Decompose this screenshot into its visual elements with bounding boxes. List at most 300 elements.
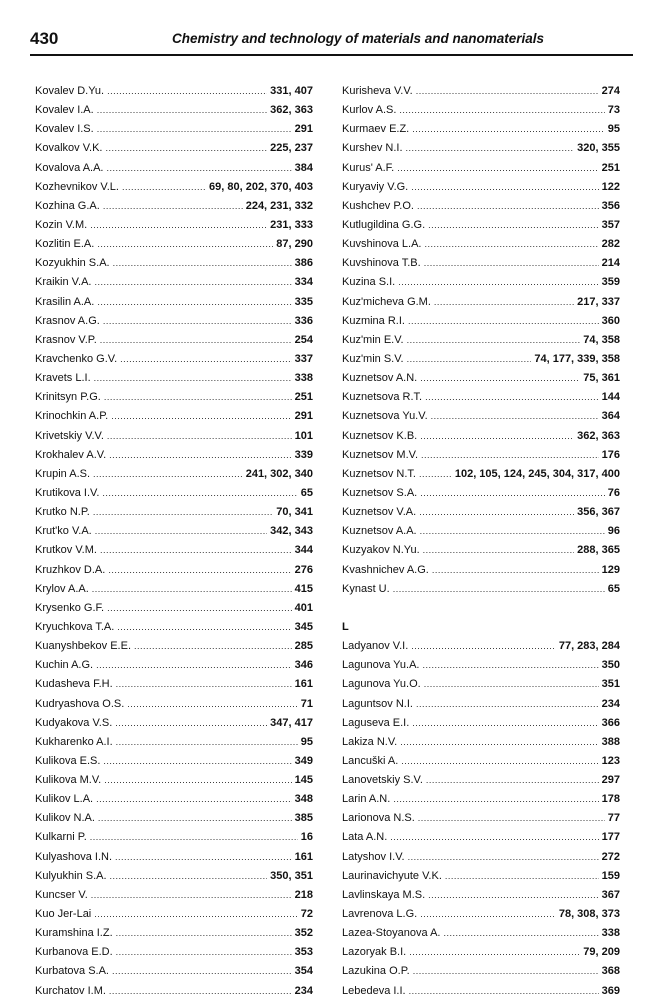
author-name: Krysenko G.F. bbox=[35, 601, 105, 614]
dot-leader bbox=[90, 828, 298, 847]
author-name: Kozhevnikov V.L. bbox=[35, 180, 119, 193]
page-references: 79, 209 bbox=[583, 946, 620, 959]
page-references: 102, 105, 124, 245, 304, 317, 400 bbox=[454, 467, 620, 480]
page-references: 364 bbox=[601, 410, 620, 423]
dot-leader bbox=[109, 982, 292, 1001]
dot-leader bbox=[420, 905, 556, 924]
dot-leader bbox=[406, 139, 575, 158]
index-entry bbox=[342, 675, 620, 694]
section-heading-l: L bbox=[342, 620, 349, 633]
index-entry bbox=[35, 771, 313, 790]
index-entry bbox=[35, 886, 313, 905]
dot-leader bbox=[100, 541, 292, 560]
dot-leader bbox=[424, 675, 599, 694]
index-entry bbox=[35, 369, 313, 388]
author-name: Kuz'min S.V. bbox=[342, 352, 404, 365]
author-name: Kovalev I.A. bbox=[35, 104, 94, 117]
index-entry bbox=[342, 733, 620, 752]
dot-leader bbox=[97, 293, 291, 312]
index-entry bbox=[342, 446, 620, 465]
dot-leader bbox=[102, 484, 297, 503]
page-references: 401 bbox=[294, 601, 313, 614]
page-references: 274 bbox=[601, 85, 620, 97]
author-name: Lebedeva I.I. bbox=[342, 984, 406, 997]
page-references: 77 bbox=[607, 812, 620, 825]
dot-leader bbox=[412, 120, 605, 139]
dot-leader bbox=[116, 675, 292, 694]
author-name: Kraikin V.A. bbox=[35, 276, 92, 289]
dot-leader bbox=[109, 446, 292, 465]
page-references: 16 bbox=[300, 831, 313, 844]
author-name: Kruzhkov D.A. bbox=[35, 563, 106, 576]
page-references: 369 bbox=[601, 984, 620, 997]
index-entry bbox=[342, 369, 620, 388]
dot-leader bbox=[399, 101, 604, 120]
author-name: Kuzyakov N.Yu. bbox=[342, 544, 420, 557]
dot-leader bbox=[112, 962, 292, 981]
index-entry bbox=[35, 178, 313, 197]
page-references: 362, 363 bbox=[577, 429, 620, 442]
author-name: Larionova N.S. bbox=[342, 812, 415, 825]
dot-leader bbox=[111, 407, 291, 426]
page-references: 366 bbox=[601, 716, 620, 729]
dot-leader bbox=[94, 369, 292, 388]
page-references: 291 bbox=[294, 123, 313, 136]
author-name: Kravchenko G.V. bbox=[35, 352, 118, 365]
author-name: Krupin A.S. bbox=[35, 467, 91, 480]
page-references: 362, 363 bbox=[270, 104, 313, 117]
page-references: 344 bbox=[294, 544, 313, 557]
index-entry bbox=[35, 82, 313, 101]
dot-leader bbox=[95, 522, 267, 541]
index-entry bbox=[35, 752, 313, 771]
index-entry bbox=[342, 886, 620, 905]
author-name: Kudyakova V.S. bbox=[35, 716, 113, 729]
index-entry bbox=[35, 503, 313, 522]
author-name: Kuvshinova T.B. bbox=[342, 257, 421, 270]
index-entry bbox=[35, 561, 313, 580]
page-references: 78, 308, 373 bbox=[558, 908, 620, 921]
page-references: 288, 365 bbox=[577, 544, 620, 557]
page-references: 77, 283, 284 bbox=[558, 640, 620, 653]
index-entry bbox=[342, 962, 620, 981]
index-entry bbox=[35, 905, 313, 924]
author-name: Kovalev I.S. bbox=[35, 123, 94, 136]
author-name: Kuznetsov S.A. bbox=[342, 486, 418, 499]
page-references: 357 bbox=[601, 218, 620, 231]
index-entry bbox=[35, 388, 313, 407]
author-name: Kukharenko A.I. bbox=[35, 735, 113, 748]
dot-leader bbox=[407, 350, 532, 369]
author-name: Kuznetsov N.T. bbox=[342, 467, 416, 480]
dot-leader bbox=[428, 886, 598, 905]
page-references: 335 bbox=[294, 295, 313, 308]
author-name: Kuanyshbekov E.E. bbox=[35, 640, 132, 653]
author-name: Kynast U. bbox=[342, 582, 390, 595]
dot-leader bbox=[411, 178, 598, 197]
author-name: Lancuški A. bbox=[342, 754, 399, 767]
dot-leader bbox=[93, 503, 273, 522]
index-entry bbox=[342, 235, 620, 254]
author-name: Kvashnichev A.G. bbox=[342, 563, 429, 576]
dot-leader bbox=[424, 254, 599, 273]
page-references: 144 bbox=[601, 391, 620, 404]
dot-leader bbox=[434, 293, 574, 312]
page-references: 334 bbox=[294, 276, 313, 289]
index-entry bbox=[35, 580, 313, 599]
index-entry bbox=[35, 656, 313, 675]
page-references: 74, 358 bbox=[583, 333, 620, 346]
page-references: 217, 337 bbox=[577, 295, 620, 308]
index-entry bbox=[35, 484, 313, 503]
dot-leader bbox=[428, 216, 598, 235]
author-name: Kulikova E.S. bbox=[35, 754, 101, 767]
author-name: Kudasheva F.H. bbox=[35, 678, 113, 691]
dot-leader bbox=[397, 159, 598, 178]
page-header bbox=[30, 28, 633, 56]
index-entry bbox=[35, 273, 313, 292]
page-references: 101 bbox=[294, 429, 313, 442]
page-references: 351 bbox=[601, 678, 620, 691]
author-name: Kulikov N.A. bbox=[35, 812, 95, 825]
page-number: 430 bbox=[30, 29, 59, 48]
page-references: 415 bbox=[294, 582, 313, 595]
index-entry bbox=[35, 101, 313, 120]
author-name: Kudryashova O.S. bbox=[35, 697, 125, 710]
dot-leader bbox=[97, 120, 292, 139]
author-name: Kurshev N.I. bbox=[342, 142, 403, 155]
index-entry bbox=[342, 656, 620, 675]
dot-leader bbox=[412, 714, 598, 733]
dot-leader bbox=[418, 809, 605, 828]
author-name: Latyshov I.V. bbox=[342, 850, 405, 863]
index-entry bbox=[342, 637, 620, 656]
page-references: 178 bbox=[601, 793, 620, 806]
page-references: 218 bbox=[294, 888, 313, 901]
dot-leader bbox=[107, 427, 292, 446]
author-name: Kuznetsova R.T. bbox=[342, 391, 423, 404]
author-name: Krivetskiy V.V. bbox=[35, 429, 104, 442]
index-entry bbox=[35, 924, 313, 943]
dot-leader bbox=[107, 159, 292, 178]
index-entry bbox=[35, 139, 313, 158]
dot-leader bbox=[443, 924, 598, 943]
page-references: 276 bbox=[294, 563, 313, 576]
dot-leader bbox=[408, 312, 599, 331]
author-name: Kuznetsov M.V. bbox=[342, 448, 419, 461]
author-name: Kulikova M.V. bbox=[35, 774, 102, 787]
page-references: 331, 407 bbox=[270, 85, 313, 97]
dot-leader bbox=[398, 273, 598, 292]
author-name: Ladyanov V.I. bbox=[342, 640, 409, 653]
dot-leader bbox=[107, 82, 267, 101]
dot-leader bbox=[116, 924, 292, 943]
author-name: Kulyukhin S.A. bbox=[35, 869, 107, 882]
author-name: Kuramshina I.Z. bbox=[35, 927, 113, 940]
dot-leader bbox=[416, 695, 599, 714]
index-entry bbox=[342, 867, 620, 886]
author-name: Kurlov A.S. bbox=[342, 104, 397, 117]
page-references: 251 bbox=[601, 161, 620, 174]
dot-leader bbox=[445, 867, 599, 886]
page-references: 388 bbox=[601, 735, 620, 748]
index-entry bbox=[342, 254, 620, 273]
page-references: 65 bbox=[607, 582, 620, 595]
author-name: Kryuchkova T.A. bbox=[35, 620, 115, 633]
index-entry bbox=[35, 599, 313, 618]
page-references: 71 bbox=[300, 697, 313, 710]
dot-leader bbox=[110, 867, 268, 886]
dot-leader bbox=[104, 388, 292, 407]
page-references: 234 bbox=[601, 697, 620, 710]
dot-leader bbox=[115, 848, 292, 867]
page-references: 74, 177, 339, 358 bbox=[534, 352, 620, 365]
page-references: 96 bbox=[607, 525, 620, 538]
index-entry bbox=[35, 159, 313, 178]
index-entry bbox=[35, 312, 313, 331]
index-entry bbox=[342, 790, 620, 809]
index-entry bbox=[35, 465, 313, 484]
page-references: 352 bbox=[294, 927, 313, 940]
author-name: Kulkarni P. bbox=[35, 831, 87, 844]
dot-leader bbox=[116, 733, 298, 752]
index-entry bbox=[342, 580, 620, 599]
author-name: Lazukina O.P. bbox=[342, 965, 410, 978]
author-name: Kurbanova E.D. bbox=[35, 946, 113, 959]
page-references: 342, 343 bbox=[270, 525, 313, 538]
index-entry bbox=[35, 809, 313, 828]
index-entry bbox=[342, 465, 620, 484]
dot-leader bbox=[420, 522, 605, 541]
index-entry bbox=[342, 273, 620, 292]
index-entry bbox=[35, 541, 313, 560]
page-references: 129 bbox=[601, 563, 620, 576]
page-references: 176 bbox=[601, 448, 620, 461]
page-references: 65 bbox=[300, 486, 313, 499]
author-name: Lata A.N. bbox=[342, 831, 388, 844]
author-name: Krutkov V.M. bbox=[35, 544, 97, 557]
page-references: 95 bbox=[607, 123, 620, 136]
index-entry bbox=[35, 197, 313, 216]
index-entry bbox=[342, 120, 620, 139]
author-name: Lazea-Stoyanova A. bbox=[342, 927, 441, 940]
author-name: Laguseva E.I. bbox=[342, 716, 410, 729]
author-name: Krutko N.P. bbox=[35, 506, 90, 519]
index-entry bbox=[35, 695, 313, 714]
index-entry bbox=[35, 962, 313, 981]
dot-leader bbox=[92, 580, 292, 599]
index-entry bbox=[342, 848, 620, 867]
dot-leader bbox=[94, 273, 291, 292]
author-name: Krasilin A.A. bbox=[35, 295, 95, 308]
author-name: Kurmaev E.Z. bbox=[342, 123, 410, 136]
author-name: Kurchatov I.M. bbox=[35, 984, 106, 997]
author-name: Kozin V.M. bbox=[35, 218, 88, 231]
index-entry bbox=[342, 82, 620, 101]
index-entry bbox=[342, 982, 620, 1001]
index-entry bbox=[35, 848, 313, 867]
page-references: 297 bbox=[601, 774, 620, 787]
dot-leader bbox=[416, 82, 599, 101]
author-name: Kuznetsov K.B. bbox=[342, 429, 418, 442]
page-references: 225, 237 bbox=[270, 142, 313, 155]
author-name: Kuznetsov A.A. bbox=[342, 525, 417, 538]
index-entry bbox=[342, 350, 620, 369]
dot-leader bbox=[425, 388, 599, 407]
page-references: 356 bbox=[601, 199, 620, 212]
index-entry bbox=[342, 503, 620, 522]
dot-leader bbox=[127, 695, 297, 714]
author-name: Lavrenova L.G. bbox=[342, 908, 418, 921]
dot-leader bbox=[108, 561, 291, 580]
dot-leader bbox=[98, 809, 292, 828]
page-references: 95 bbox=[300, 735, 313, 748]
index-entry bbox=[342, 139, 620, 158]
page-references: 346 bbox=[294, 659, 313, 672]
running-title: Chemistry and technology of materials and nanomaterials bbox=[171, 31, 545, 46]
index-entry bbox=[35, 216, 313, 235]
index-section-l bbox=[342, 637, 620, 1001]
page-references: 87, 290 bbox=[276, 238, 313, 251]
index-entry bbox=[342, 216, 620, 235]
author-name: Lanovetskiy S.V. bbox=[342, 774, 423, 787]
page-references: 285 bbox=[294, 640, 313, 653]
author-name: Larin A.N. bbox=[342, 793, 391, 806]
dot-leader bbox=[103, 312, 292, 331]
page-references: 145 bbox=[294, 774, 313, 787]
author-name: Krinitsyn P.G. bbox=[35, 391, 101, 404]
page-references: 368 bbox=[601, 965, 620, 978]
dot-leader bbox=[117, 618, 291, 637]
index-entry bbox=[35, 637, 313, 656]
dot-leader bbox=[413, 962, 599, 981]
index-entry bbox=[342, 522, 620, 541]
dot-leader bbox=[411, 637, 556, 656]
dot-leader bbox=[97, 101, 267, 120]
page-references: 336 bbox=[294, 314, 313, 327]
dot-leader bbox=[419, 465, 452, 484]
index-entry bbox=[35, 828, 313, 847]
dot-leader bbox=[122, 178, 206, 197]
page-references: 337 bbox=[294, 352, 313, 365]
dot-leader bbox=[419, 503, 574, 522]
author-name: Krasnov V.P. bbox=[35, 333, 97, 346]
index-entry bbox=[35, 982, 313, 1001]
index-entry bbox=[342, 388, 620, 407]
author-name: Kutlugildina G.G. bbox=[342, 218, 426, 231]
page-references: 338 bbox=[601, 927, 620, 940]
page-references: 272 bbox=[601, 850, 620, 863]
dot-leader bbox=[113, 254, 292, 273]
author-name: Krasnov A.G. bbox=[35, 314, 100, 327]
dot-leader bbox=[105, 139, 267, 158]
dot-leader bbox=[107, 599, 292, 618]
page-references: 345 bbox=[294, 620, 313, 633]
author-name: Kuzmina R.I. bbox=[342, 314, 405, 327]
page-references: 339 bbox=[294, 448, 313, 461]
page-references: 320, 355 bbox=[577, 142, 620, 155]
dot-leader bbox=[96, 656, 292, 675]
page-references: 122 bbox=[601, 180, 620, 193]
author-name: Kravets L.I. bbox=[35, 372, 91, 385]
dot-leader bbox=[408, 848, 599, 867]
index-entry bbox=[342, 714, 620, 733]
index-entry bbox=[35, 120, 313, 139]
index-entry bbox=[342, 561, 620, 580]
author-name: Kurisheva V.V. bbox=[342, 85, 413, 97]
page-references: 338 bbox=[294, 372, 313, 385]
dot-leader bbox=[432, 561, 599, 580]
author-name: Kuz'min E.V. bbox=[342, 333, 404, 346]
page-references: 214 bbox=[601, 257, 620, 270]
page-references: 75, 361 bbox=[583, 372, 620, 385]
author-name: Kuznetsov A.N. bbox=[342, 372, 418, 385]
page-references: 291 bbox=[294, 410, 313, 423]
author-name: Kuznetsova Yu.V. bbox=[342, 410, 428, 423]
author-name: Kulikov L.A. bbox=[35, 793, 94, 806]
author-name: Kuncser V. bbox=[35, 888, 88, 901]
index-entry bbox=[342, 924, 620, 943]
dot-leader bbox=[100, 331, 292, 350]
author-name: Kurbatova S.A. bbox=[35, 965, 109, 978]
dot-leader bbox=[120, 350, 292, 369]
index-entry bbox=[342, 101, 620, 120]
page-references: 251 bbox=[294, 391, 313, 404]
dot-leader bbox=[393, 580, 605, 599]
author-name: Kuzina S.I. bbox=[342, 276, 396, 289]
dot-leader bbox=[420, 369, 580, 388]
dot-leader bbox=[97, 235, 273, 254]
page-references: 161 bbox=[294, 678, 313, 691]
index-entry bbox=[342, 809, 620, 828]
author-name: Krut'ko V.A. bbox=[35, 525, 92, 538]
author-name: Kuryaviy V.G. bbox=[342, 180, 409, 193]
page-references: 231, 333 bbox=[270, 218, 313, 231]
author-name: Kovalova A.A. bbox=[35, 161, 104, 174]
page-references: 347, 417 bbox=[270, 716, 313, 729]
index-entry bbox=[342, 178, 620, 197]
dot-leader bbox=[134, 637, 292, 656]
author-name: Lakiza N.V. bbox=[342, 735, 398, 748]
page-references: 177 bbox=[601, 831, 620, 844]
dot-leader bbox=[390, 828, 598, 847]
index-entry bbox=[342, 427, 620, 446]
author-name: Lazoryak B.I. bbox=[342, 946, 407, 959]
section-spacer bbox=[342, 599, 620, 618]
dot-leader bbox=[421, 446, 599, 465]
index-entry bbox=[342, 407, 620, 426]
index-entry bbox=[35, 254, 313, 273]
index-section-k bbox=[342, 82, 620, 599]
dot-leader bbox=[407, 331, 581, 350]
index-entry bbox=[35, 675, 313, 694]
author-name: Krokhalev A.V. bbox=[35, 448, 107, 461]
author-name: Krutikova I.V. bbox=[35, 486, 100, 499]
dot-leader bbox=[103, 197, 243, 216]
index-entry bbox=[342, 541, 620, 560]
page-references: 349 bbox=[294, 754, 313, 767]
dot-leader bbox=[93, 465, 243, 484]
author-name: Kovalev D.Yu. bbox=[35, 85, 105, 97]
page-references: 350, 351 bbox=[270, 869, 313, 882]
dot-leader bbox=[96, 790, 292, 809]
author-name: Kushchev P.O. bbox=[342, 199, 414, 212]
page-references: 360 bbox=[601, 314, 620, 327]
index-entry bbox=[35, 235, 313, 254]
page-references: 72 bbox=[300, 908, 313, 921]
author-name: Kuo Jer-Lai bbox=[35, 908, 92, 921]
page-references: 161 bbox=[294, 850, 313, 863]
